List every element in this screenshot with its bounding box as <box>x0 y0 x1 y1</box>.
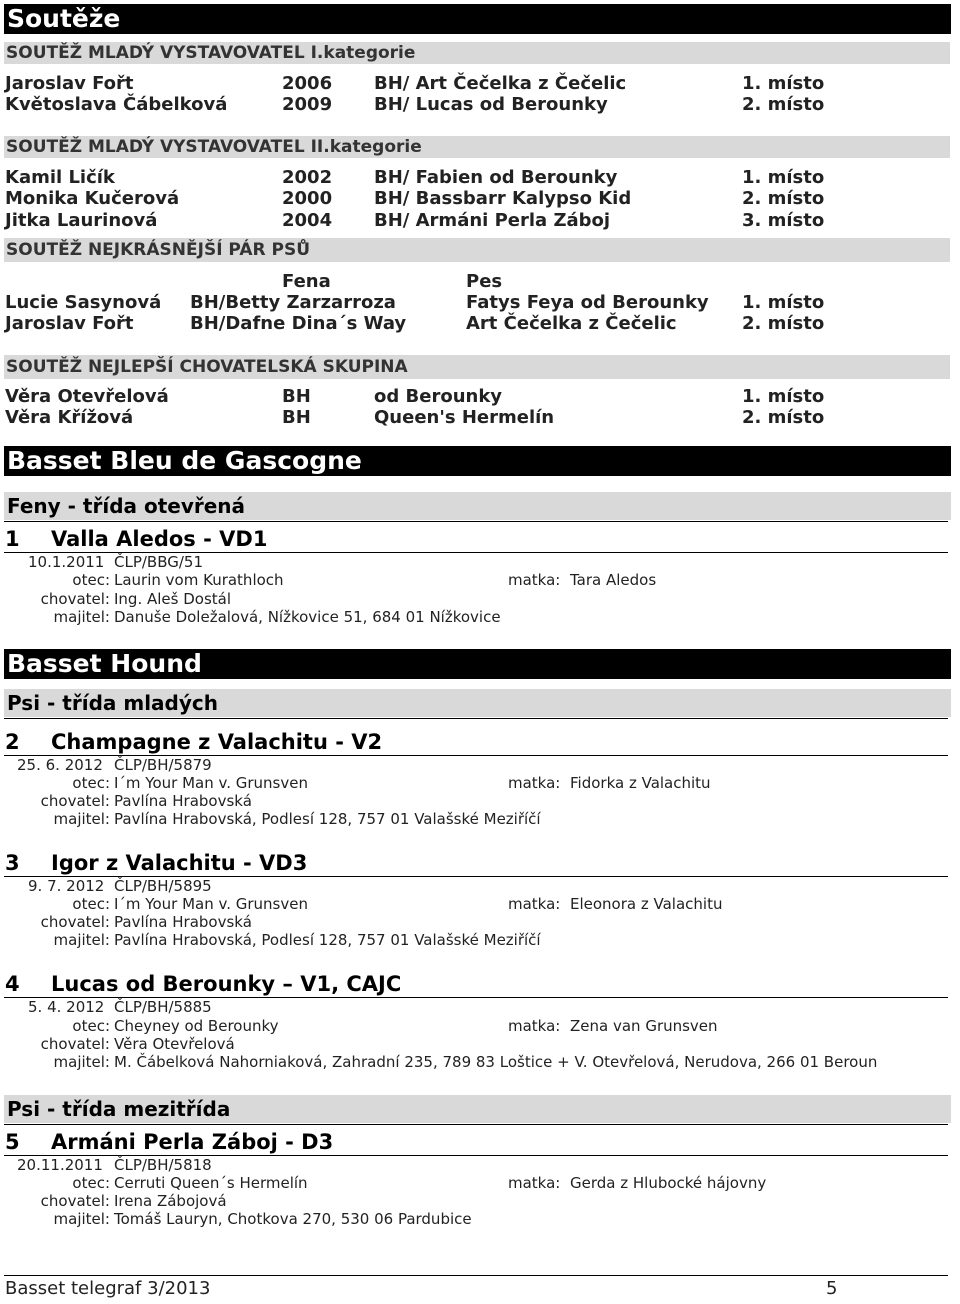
label-chovatel: chovatel: <box>40 590 110 608</box>
dog-owner: M. Čábelková Nahorniaková, Zahradní 235, 789 83 Loštice + V. Otevřelová, Nerudova, 266 01 Beroun <box>114 1053 878 1071</box>
pair-pes: Fatys Feya od Berounky <box>466 292 709 313</box>
contestant-name: Kamil Ličík <box>5 167 115 188</box>
contestant-year: 2004 <box>282 210 333 231</box>
contestant-dog: BH/ Bassbarr Kalypso Kid <box>374 188 632 209</box>
breed-title: Basset Hound <box>4 649 951 679</box>
dog-birth-date: 25. 6. 2012 <box>17 756 103 774</box>
dog-birth-date: 20.11.2011 <box>17 1156 103 1174</box>
dog-birth-date: 10.1.2011 <box>28 553 105 571</box>
contestant-place: 3. místo <box>742 210 825 231</box>
contestant-dog: BH/ Art Čečelka z Čečelic <box>374 73 627 94</box>
class-rule <box>4 521 948 522</box>
label-matka: matka: <box>508 895 561 913</box>
label-matka: matka: <box>508 1017 561 1035</box>
dog-breeder: Irena Zábojová <box>114 1192 227 1210</box>
group-kennel: Queen's Hermelín <box>374 407 555 428</box>
dog-number: 5 <box>5 1130 20 1154</box>
dog-dam: Gerda z Hlubocké hájovny <box>570 1174 767 1192</box>
label-chovatel: chovatel: <box>40 913 110 931</box>
contestant-name: Lucie Sasynová <box>5 292 162 313</box>
contestant-name: Květoslava Čábelková <box>5 94 228 115</box>
dog-registration: ČLP/BH/5818 <box>114 1156 212 1174</box>
dog-number: 3 <box>5 851 20 875</box>
label-majitel: majitel: <box>53 931 110 949</box>
contestant-name: Monika Kučerová <box>5 188 180 209</box>
label-otec: otec: <box>72 571 110 589</box>
contestant-place: 1. místo <box>742 386 825 407</box>
contestant-place: 1. místo <box>742 167 825 188</box>
pair-pes: Art Čečelka z Čečelic <box>466 313 677 334</box>
dog-owner: Danuše Doležalová, Nížkovice 51, 684 01 Nížkovice <box>114 608 501 626</box>
class-title: Feny - třída otevřená <box>4 492 951 520</box>
class-title: Psi - třída mladých <box>4 689 951 717</box>
contestant-dog: BH/ Fabien od Berounky <box>374 167 618 188</box>
group-kennel: od Berounky <box>374 386 503 407</box>
contestant-name: Věra Otevřelová <box>5 386 169 407</box>
contestant-place: 2. místo <box>742 188 825 209</box>
dog-owner: Tomáš Lauryn, Chotkova 270, 530 06 Pardubice <box>114 1210 472 1228</box>
dog-sire: Laurin vom Kurathloch <box>114 571 284 589</box>
dog-dam: Tara Aledos <box>570 571 657 589</box>
contestant-year: 2002 <box>282 167 333 188</box>
contestant-dog: BH/ Armáni Perla Záboj <box>374 210 611 231</box>
class-rule <box>4 718 948 719</box>
dog-name: Armáni Perla Záboj - D3 <box>51 1130 334 1154</box>
footer-publication: Basset telegraf 3/2013 <box>5 1278 211 1299</box>
contestant-place: 2. místo <box>742 313 825 334</box>
dog-owner: Pavlína Hrabovská, Podlesí 128, 757 01 Valašské Meziříčí <box>114 810 541 828</box>
contestant-place: 2. místo <box>742 407 825 428</box>
group-breed: BH <box>282 407 311 428</box>
dog-registration: ČLP/BBG/51 <box>114 553 204 571</box>
label-matka: matka: <box>508 571 561 589</box>
class-rule <box>4 1124 948 1125</box>
competition-title: SOUTĚŽ MLADÝ VYSTAVOVATEL II.kategorie <box>4 136 950 158</box>
label-chovatel: chovatel: <box>40 792 110 810</box>
contestant-year: 2006 <box>282 73 333 94</box>
dog-owner: Pavlína Hrabovská, Podlesí 128, 757 01 Valašské Meziříčí <box>114 931 541 949</box>
pair-fena: BH/Betty Zarzarroza <box>190 292 396 313</box>
label-majitel: majitel: <box>53 810 110 828</box>
contestant-name: Jitka Laurinová <box>5 210 158 231</box>
dog-dam: Eleonora z Valachitu <box>570 895 723 913</box>
dog-sire: I´m Your Man v. Grunsven <box>114 774 308 792</box>
label-matka: matka: <box>508 774 561 792</box>
dog-dam: Zena van Grunsven <box>570 1017 718 1035</box>
label-majitel: majitel: <box>53 608 110 626</box>
footer-page-number: 5 <box>826 1278 838 1299</box>
contestant-year: 2000 <box>282 188 333 209</box>
competition-title: SOUTĚŽ NEJKRÁSNĚJŠÍ PÁR PSŮ <box>4 238 950 262</box>
group-breed: BH <box>282 386 311 407</box>
label-otec: otec: <box>72 774 110 792</box>
column-header-fena: Fena <box>282 271 331 292</box>
label-matka: matka: <box>508 1174 561 1192</box>
dog-registration: ČLP/BH/5895 <box>114 877 212 895</box>
pair-fena: BH/Dafne Dina´s Way <box>190 313 407 334</box>
dog-birth-date: 5. 4. 2012 <box>28 998 105 1016</box>
label-majitel: majitel: <box>53 1210 110 1228</box>
label-otec: otec: <box>72 1017 110 1035</box>
label-chovatel: chovatel: <box>40 1192 110 1210</box>
dog-sire: I´m Your Man v. Grunsven <box>114 895 308 913</box>
label-majitel: majitel: <box>53 1053 110 1071</box>
dog-name: Valla Aledos - VD1 <box>51 527 268 551</box>
dog-dam: Fidorka z Valachitu <box>570 774 711 792</box>
dog-birth-date: 9. 7. 2012 <box>28 877 105 895</box>
contestant-place: 1. místo <box>742 73 825 94</box>
column-header-pes: Pes <box>466 271 503 292</box>
dog-registration: ČLP/BH/5879 <box>114 756 212 774</box>
page-title: Soutěže <box>4 4 951 34</box>
contestant-place: 2. místo <box>742 94 825 115</box>
dog-breeder: Ing. Aleš Dostál <box>114 590 232 608</box>
dog-name: Champagne z Valachitu - V2 <box>51 730 383 754</box>
dog-sire: Cheyney od Berounky <box>114 1017 279 1035</box>
dog-number: 4 <box>5 972 20 996</box>
contestant-name: Jaroslav Fořt <box>5 73 134 94</box>
dog-breeder: Pavlína Hrabovská <box>114 792 252 810</box>
contestant-name: Věra Křížová <box>5 407 134 428</box>
dog-sire: Cerruti Queen´s Hermelín <box>114 1174 308 1192</box>
breed-title: Basset Bleu de Gascogne <box>4 446 951 476</box>
label-otec: otec: <box>72 1174 110 1192</box>
competition-title: SOUTĚŽ MLADÝ VYSTAVOVATEL I.kategorie <box>4 42 950 64</box>
dog-name: Lucas od Berounky – V1, CAJC <box>51 972 402 996</box>
contestant-year: 2009 <box>282 94 333 115</box>
label-chovatel: chovatel: <box>40 1035 110 1053</box>
dog-name: Igor z Valachitu - VD3 <box>51 851 308 875</box>
dog-registration: ČLP/BH/5885 <box>114 998 212 1016</box>
dog-number: 2 <box>5 730 20 754</box>
contestant-place: 1. místo <box>742 292 825 313</box>
contestant-dog: BH/ Lucas od Berounky <box>374 94 608 115</box>
dog-number: 1 <box>5 527 20 551</box>
competition-title: SOUTĚŽ NEJLEPŠÍ CHOVATELSKÁ SKUPINA <box>4 355 950 379</box>
dog-breeder: Věra Otevřelová <box>114 1035 235 1053</box>
dog-breeder: Pavlína Hrabovská <box>114 913 252 931</box>
class-title: Psi - třída mezitřída <box>4 1095 951 1123</box>
footer-rule <box>4 1275 948 1276</box>
contestant-name: Jaroslav Fořt <box>5 313 134 334</box>
label-otec: otec: <box>72 895 110 913</box>
